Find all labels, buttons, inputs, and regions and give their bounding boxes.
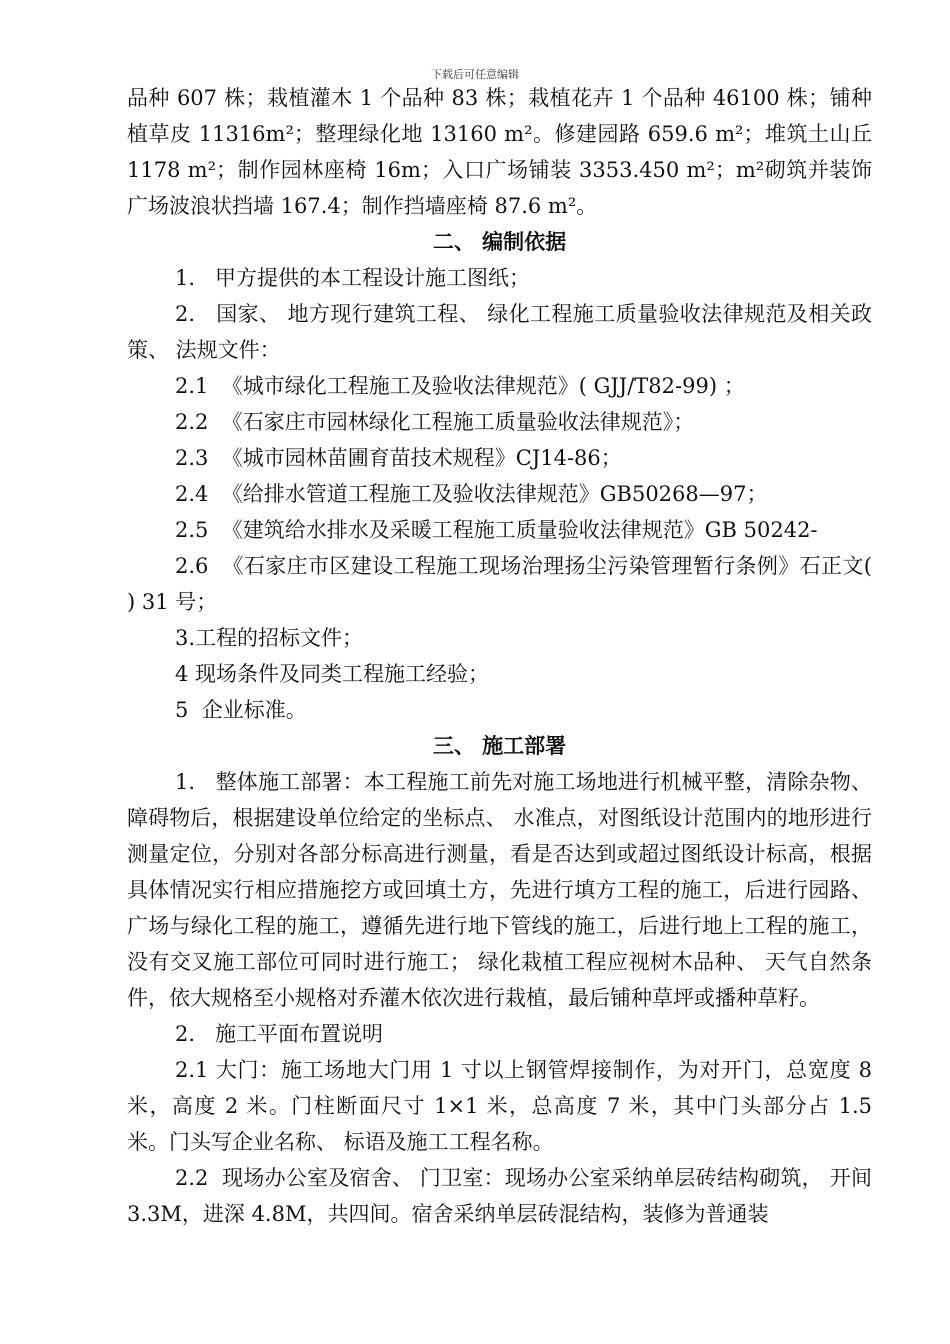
document-body — [127, 80, 886, 1232]
section-heading: 三、 施工部署 — [432, 734, 567, 758]
body-paragraph: 5 企业标准。 — [175, 698, 307, 722]
body-paragraph: 2.3 《城市园林苗圃育苗技术规程》CJ14-86； — [175, 446, 622, 470]
body-paragraph: 2. 施工平面布置说明 — [175, 1022, 384, 1046]
body-paragraph: 2.2 现场办公室及宿舍、 门卫室：现场办公室采纳单层砖结构砌筑， 开间 3.3M，进深 4.8M，共四间。宿舍采纳单层砖混结构，装修为普通装 — [127, 1166, 879, 1226]
page-header-note: 下载后可任意编辑 — [431, 68, 519, 81]
body-paragraph: 4 现场条件及同类工程施工经验； — [175, 662, 490, 686]
body-paragraph: 3.工程的招标文件； — [175, 626, 364, 650]
body-paragraph: 1. 整体施工部署：本工程施工前先对施工场地进行机械平整，清除杂物、 障碍物后，根据建设单位给定的坐标点、 水准点，对图纸设计范围内的地形进行测量定位，分别对各部分标高进行测量，看是否达到或超过图纸设计标高，根据具体情况实行相应措施挖方或回填土方，先进行填方工程的施工，后进行园路、 广场与绿化工程的施工，遵循先进行地下管线的施工，后进行地上工程的施工，没有交叉施工部位可同时进行施工； 绿化栽植工程应视树木品种、 天气自然条件，依大规格至小规格对乔灌木依次进行栽植，最后铺种草坪或播种草籽。 — [127, 770, 879, 1010]
body-paragraph: 2.1 大门：施工场地大门用 1 寸以上钢管焊接制作，为对开门，总宽度 8 米，高度 2 米。门柱断面尺寸 1×1 米，总高度 7 米，其中门头部分占 1.5 米。门头写企业名称、 标语及施工工程名称。 — [127, 1058, 879, 1154]
body-paragraph: 2.2 《石家庄市园林绿化工程施工质量验收法律规范》； — [175, 410, 695, 434]
body-paragraph: 2.1 《城市绿化工程施工及验收法律规范》( GJJ/T82-99) ； — [175, 374, 745, 398]
body-paragraph: 2.5 《建筑给水排水及采暖工程施工质量验收法律规范》GB 50242- — [175, 518, 818, 542]
body-paragraph: 2. 国家、 地方现行建筑工程、 绿化工程施工质量验收法律规范及相关政策、 法规文件： — [127, 302, 872, 362]
section-heading: 二、 编制依据 — [432, 230, 567, 254]
body-paragraph: 品种 607 株；栽植灌木 1 个品种 83 株；栽植花卉 1 个品种 46100 株；铺种植草皮 11316m²；整理绿化地 13160 m²。修建园路 659.6 m²；堆筑土山丘 1178 m²；制作园林座椅 16m；入口广场铺装 3353.450 m²；m²砌筑并装饰广场波浪状挡墙 167.4；制作挡墙座椅 87.6 m²。 — [127, 86, 879, 218]
body-paragraph: 2.4 《给排水管道工程施工及验收法律规范》GB50268—97； — [175, 482, 768, 506]
body-paragraph: 1. 甲方提供的本工程设计施工图纸； — [175, 266, 531, 290]
body-paragraph: 2.6 《石家庄市区建设工程施工现场治理扬尘污染管理暂行条例》石正文( ) 31 号； — [127, 554, 886, 614]
